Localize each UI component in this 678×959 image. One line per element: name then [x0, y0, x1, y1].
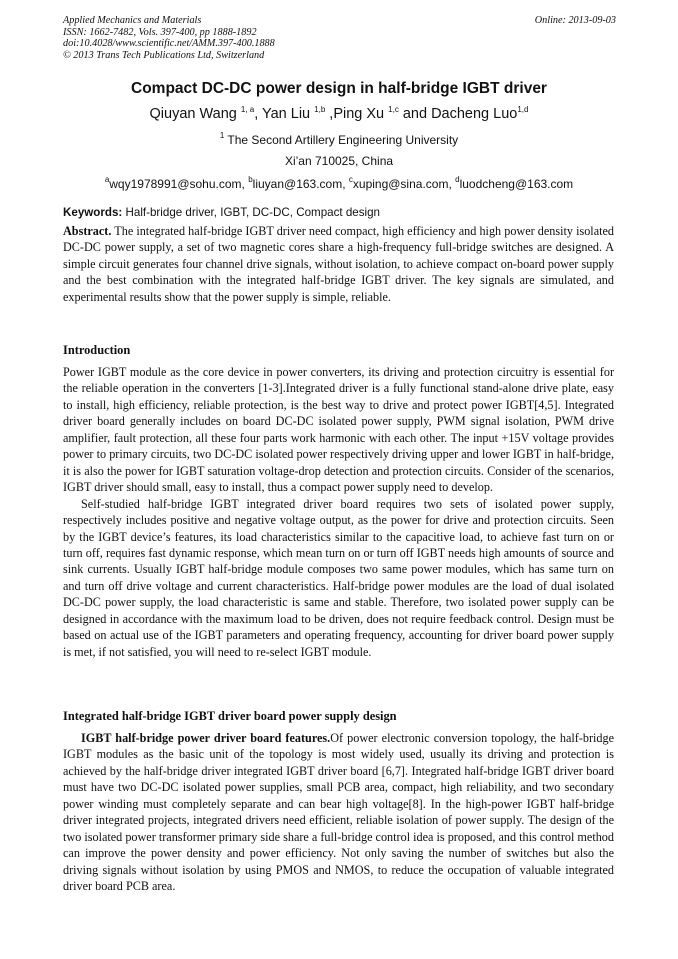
author-affiliation-mark: 1,d	[517, 105, 529, 114]
email-mark: d	[455, 175, 460, 184]
author-name: Qiuyan Wang	[149, 106, 237, 122]
online-date: Online: 2013-09-03	[534, 15, 616, 26]
journal-header	[63, 15, 275, 61]
email-mark: c	[348, 175, 353, 184]
author-emails	[0, 175, 678, 191]
affiliation-city: Xi’an 710025, China	[284, 154, 394, 168]
email-address: wqy1978991@sohu.com,	[109, 177, 249, 191]
introduction-body	[63, 364, 614, 660]
author-separator: ,	[325, 106, 334, 122]
paragraph: Self-studied half-bridge IGBT integrated driver board requires two sets of isolated power supply, respectively includes positive and negative voltage output, as the power for drive and protection circuits. Seen by the IGBT device’s features, its load characteristics similar to the capacitive load, to achieve fast turn on or turn off, requires fast dynamic response, which mean turn on or turn off IGBT needs high amounts of source and sink currents. Usually IGBT half-bridge module composes two same power modules, which has same turn on and turn off drive voltage and current characteristics. Half-bridge power modules are the load of dual isolated DC-DC power supply, the load characteristic is same and stable. Therefore, two isolated power supply can be designed in accordance with the maximum load to be driven, does not require feedback control. Design must be based on actual use of the IGBT parameters and operating frequency, accounting for driver board power supply is met, if not satisfied, you will need to re-select IGBT module.	[63, 496, 614, 659]
author-affiliation-mark: 1,c	[388, 105, 399, 114]
author-name: Yan Liu	[262, 106, 311, 122]
journal-name: Applied Mechanics and Materials	[63, 15, 202, 26]
affiliation	[0, 131, 678, 147]
email-address: xuping@sina.com,	[352, 177, 456, 191]
email-mark: a	[104, 175, 110, 184]
author-list	[0, 105, 678, 122]
issn-line: ISSN: 1662-7482, Vols. 397-400, pp 1888-1892	[63, 26, 257, 38]
paragraph: Power IGBT module as the core device in power converters, its driving and protection circuitry is essential for the reliable operation in the converters [1-3].Integrated driver is a fully functional stand-alone drive plate, easy to install, high efficiency, reliable protection, is the best way to drive and protect power IGBT[4,5]. Integrated driver board generally includes on board DC-DC isolated power supply, PWM signal isolation, PWM drive amplifier, fault protection, all these four parts work harmonic with each other. The input +15V voltage provides power to primary circuits, two DC-DC isolated power respectively driving upper and lower IGBT in half-bridge, it is also the power for IGBT saturation voltage-drop detection and protection circuits. Consider of the scenarios, IGBT driver should small, easy to install, thus a compact power supply need to develop.	[63, 365, 614, 495]
abstract	[63, 223, 614, 305]
author-affiliation-mark: 1,b	[314, 105, 326, 114]
affiliation-mark: 1	[219, 131, 225, 140]
section-heading-introduction: Introduction	[63, 343, 131, 357]
design-body	[63, 730, 614, 895]
abstract-label: Abstract.	[63, 224, 112, 238]
affiliation-name: The Second Artillery Engineering University	[227, 133, 459, 147]
copyright-line: © 2013 Trans Tech Publications Ltd, Switzerland	[63, 49, 265, 61]
author-affiliation-mark: 1, a	[240, 105, 255, 114]
section-heading-power-supply-design: Integrated half-bridge IGBT driver board power supply design	[63, 709, 397, 723]
email-address: luodcheng@163.com	[459, 177, 574, 191]
author-separator: and	[398, 106, 432, 122]
email-address: liuyan@163.com,	[252, 177, 349, 191]
author-name: Ping Xu	[333, 106, 385, 122]
keywords-text: Half-bridge driver, IGBT, DC-DC, Compact design	[122, 206, 381, 219]
paper-title: Compact DC-DC power design in half-bridge IGBT driver	[131, 80, 547, 97]
author-separator: ,	[254, 106, 262, 122]
subsection-label: IGBT half-bridge power driver board features.	[81, 731, 331, 745]
email-mark: b	[248, 175, 253, 184]
doi-line: doi:10.4028/www.scientific.net/AMM.397-400.1888	[63, 38, 275, 50]
paragraph: Of power electronic conversion topology, the half-bridge IGBT modules as the basic unit of the topology is most widely used, usually its driving and protection is achieved by the half-bridge driver integrated IGBT driver board [6,7]. Integrated half-bridge IGBT driver board must have two DC-DC isolated power supplies, small PCB area, compact, high reliability, and two secondary power winding must completely separate and can bear high voltage[8]. In the high-power IGBT half-bridge driver integrated projects, integrated drivers need efficient, reliable isolation of power supply. The design of the two isolated power transformer primary side share a full-bridge control idea is proposed, and this control method can improve the power density and power efficiency. Not only saving the number of switches but also the driving signals without isolation by using PMOS and NMOS, to reduce the occupation of valuable integrated driver board PCB area.	[63, 731, 614, 894]
abstract-text: The integrated half-bridge IGBT driver need compact, high efficiency and high power density isolated DC-DC power supply, a set of two magnetic cores share a high-frequency full-bridge switches are designed. A simple circuit generates four channel drive signals, without isolation, to achieve compact on-board power supply and the best combination with the integrated half-bridge IGBT driver. The key signals are simulated, and experimental results show that the power supply is simple, reliable.	[63, 224, 614, 304]
author-name: Dacheng Luo	[431, 106, 518, 122]
keywords	[63, 206, 380, 219]
keywords-label: Keywords:	[63, 206, 123, 219]
